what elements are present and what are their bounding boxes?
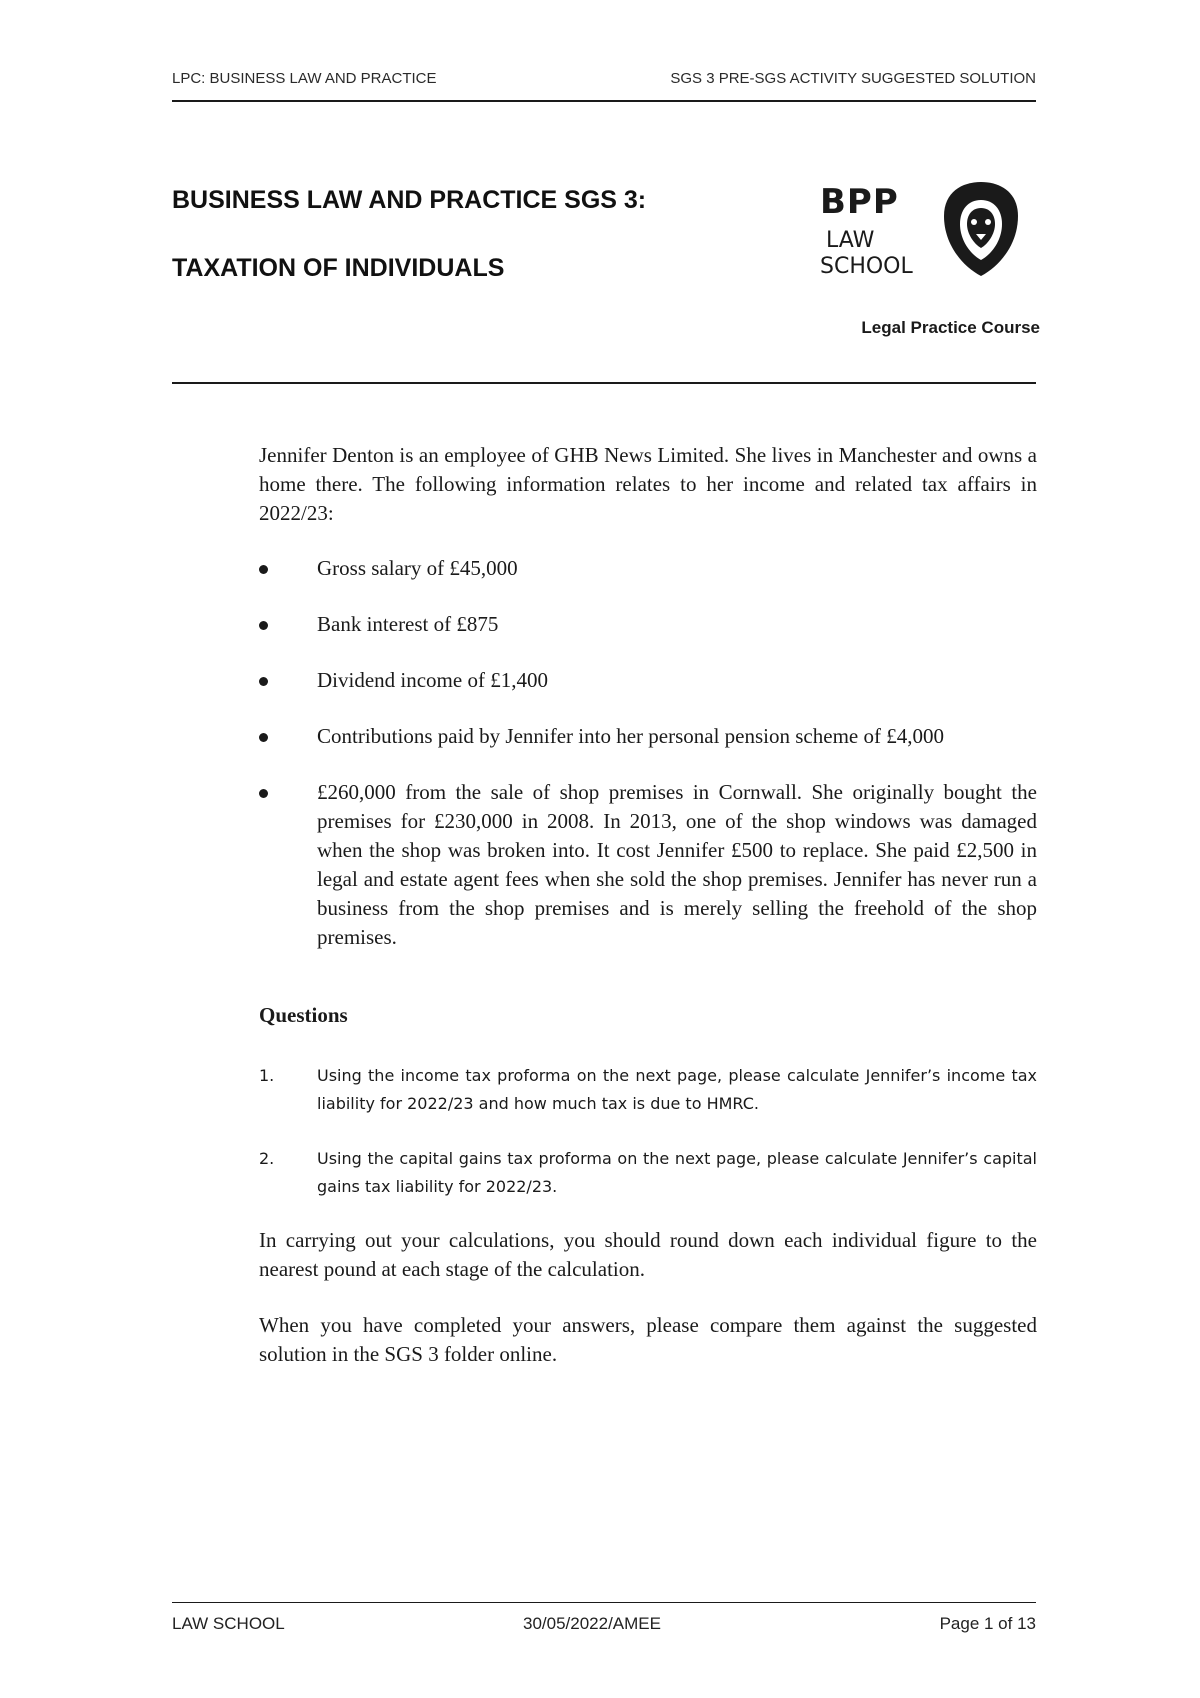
intro-paragraph: Jennifer Denton is an employee of GHB News Limited. She lives in Manchester and owns a home there. The following information relates to her income and related tax affairs in 2022/23: [259,443,1037,525]
page-number: Page 1 of 13 [939,1614,1036,1633]
lion-shield-icon [940,180,1022,278]
bpp-law-school-logo [820,180,1020,280]
question-number: 2. [259,1149,275,1168]
bullet-icon [259,677,268,686]
list-item-text: £260,000 from the sale of shop premises in Cornwall. She originally bought the premises for £230,000 in 2008. In 2013, one of the shop windows was damaged when the shop was broken into. It cost Jennifer £500 to replace. She paid £2,500 in legal and estate agent fees when she sold the shop premises. Jennifer has never run a business from the shop premises and is merely selling the freehold of the shop premises. [317,780,1037,949]
list-item-text: Contributions paid by Jennifer into her personal pension scheme of £4,000 [317,724,944,748]
questions-heading: Questions [259,1003,348,1027]
question-number: 1. [259,1066,275,1085]
header-rule [172,100,1036,102]
list-item [259,722,1037,751]
question-item [259,1145,1037,1201]
logo-bpp-text: BPP [820,182,899,222]
list-item-text: Gross salary of £45,000 [317,556,518,580]
rounding-instruction: In carrying out your calculations, you should round down each individual figure to the nearest pound at each stage of the calculation. [259,1228,1037,1281]
header-right: SGS 3 PRE-SGS ACTIVITY SUGGESTED SOLUTION [670,70,1036,87]
footer-date: 30/05/2022/AMEE [523,1614,661,1633]
page-title: BUSINESS LAW AND PRACTICE SGS 3: [172,186,647,214]
list-item [259,610,1037,639]
info-list [259,554,1037,979]
list-item-text: Dividend income of £1,400 [317,668,548,692]
logo-school-text: SCHOOL [820,254,913,279]
list-item [259,554,1037,583]
question-text: Using the capital gains tax proforma on the next page, please calculate Jennifer’s capital gains tax liability for 2022/23. [317,1149,1037,1196]
question-item [259,1062,1037,1118]
course-label: Legal Practice Course [861,318,1040,337]
logo-law-text: LAW [826,228,875,253]
compare-instruction: When you have completed your answers, please compare them against the suggested solution in the SGS 3 folder online. [259,1313,1037,1366]
bullet-icon [259,565,268,574]
page-subtitle: TAXATION OF INDIVIDUALS [172,254,505,282]
list-item-text: Bank interest of £875 [317,612,499,636]
title-rule [172,382,1036,384]
list-item [259,666,1037,695]
footer-left: LAW SCHOOL [172,1614,285,1633]
list-item [259,778,1037,952]
question-text: Using the income tax proforma on the next page, please calculate Jennifer’s income tax liability for 2022/23 and how much tax is due to HMRC. [317,1066,1037,1113]
questions-list [259,1062,1037,1228]
bullet-icon [259,733,268,742]
bullet-icon [259,789,268,798]
footer-rule [172,1602,1036,1603]
bullet-icon [259,621,268,630]
header-left: LPC: BUSINESS LAW AND PRACTICE [172,70,437,87]
